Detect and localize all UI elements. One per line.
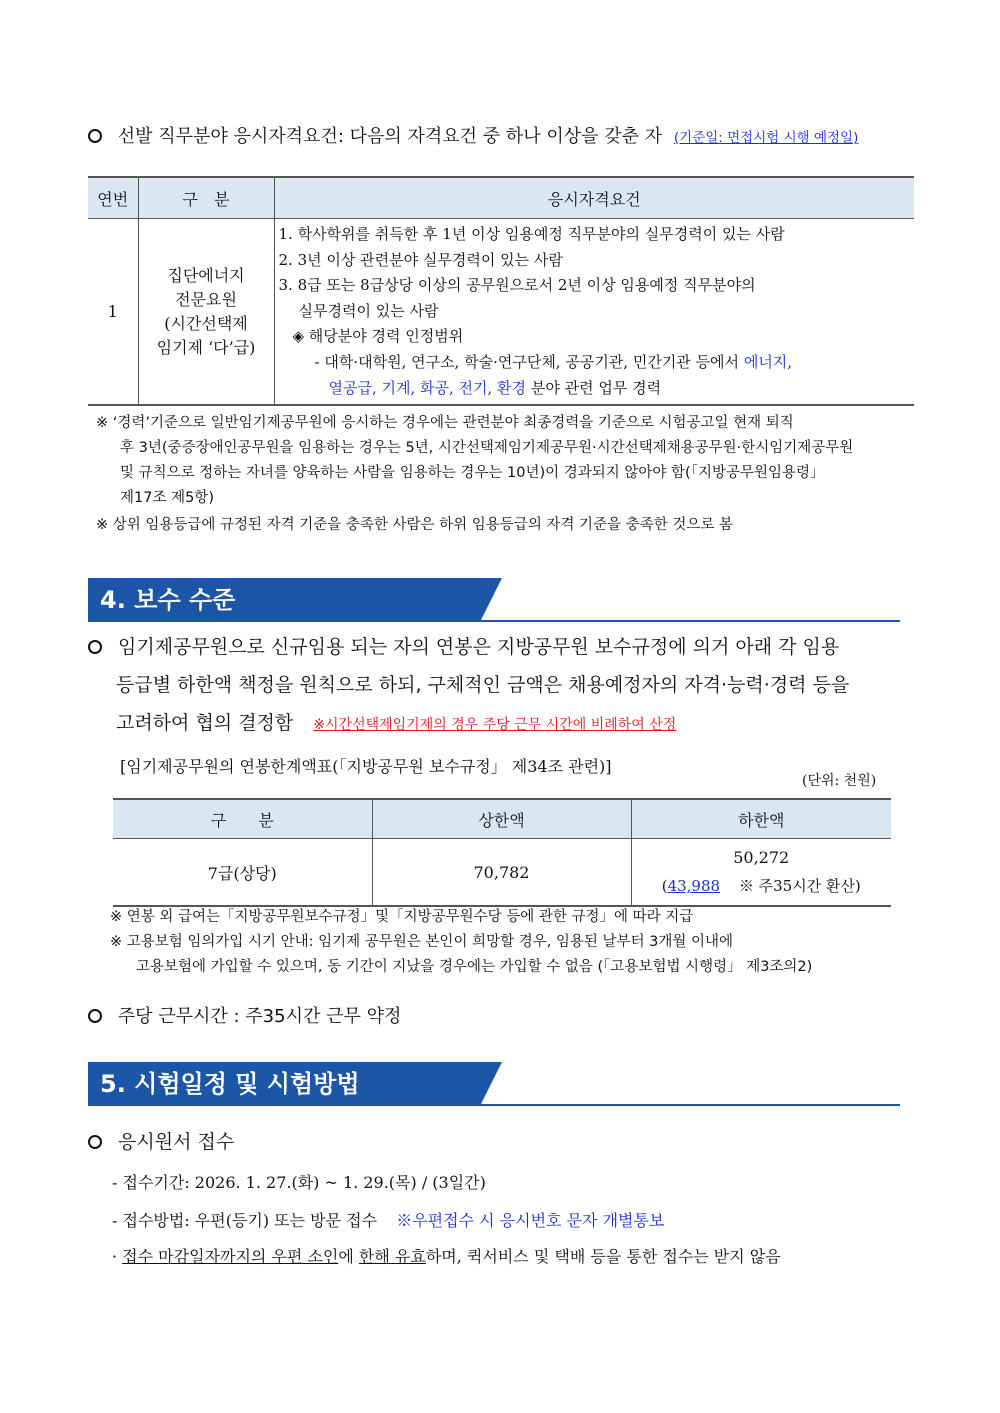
deadline-text: 에 [338,1247,359,1266]
category-line: 전문요원 [175,289,237,309]
application-method: - 접수방법: 우편(등기) 또는 방문 접수 [112,1211,378,1230]
experience-range-text: 분야 관련 업무 경력 [530,378,662,397]
cell-upper: 70,782 [372,839,631,907]
header-lower: 하한액 [631,799,891,839]
lower-converted-amount: 43,988 [667,877,721,895]
experience-field-highlight: 에너지, [743,352,793,371]
application-bullet [88,1128,234,1156]
header-upper: 상한액 [372,799,631,839]
note-line: 후 3년(중증장애인공무원을 임용하는 경우는 5년, 시간선택제임기제공무원·시간선택제채용공무원·한시임기제공무원 [120,440,854,456]
experience-range-line [279,376,915,402]
deadline-underlined: 접수 마감일자까지의 우편 소인 [122,1247,339,1266]
requirement-item: 3. 8급 또는 8급상당 이상의 공무원으로서 2년 이상 임용예정 직무분야의 [278,276,756,295]
working-hours-bullet [88,1004,401,1030]
table-row [113,839,891,907]
circle-bullet-icon [88,1009,102,1023]
application-period: - 접수기간: 2026. 1. 27.(화) ~ 1. 29.(목) / (3일간) [112,1173,486,1192]
header-number: 연번 [88,177,138,219]
salary-table-header [113,799,891,839]
qualification-table-header [88,177,914,219]
qualification-text: 선발 직무분야 응시자격요건: 다음의 자격요건 중 하나 이상을 갖춘 자 [117,126,663,147]
deadline-prefix: · [112,1247,123,1266]
application-text: 응시원서 접수 [118,1131,235,1153]
salary-text: 임기제공무원으로 신규임용 되는 자의 연봉은 지방공무원 보수규정에 의거 아래 각 임용 [118,636,840,658]
salary-table-caption: [임기제공무원의 연봉한계액표(「지방공무원 보수규정」 제34조 관련)] [120,757,612,776]
note-line: ※ 고용보험 임의가입 시기 안내: 임기제 공무원은 본인이 희망할 경우, 임용된 날부터 3개월 이내에 [110,934,734,950]
qualification-notes [96,411,916,538]
circle-bullet-icon [88,640,102,654]
qualification-table [88,176,914,406]
salary-paragraph [88,628,849,744]
section-header-rule [88,620,900,622]
salary-table-unit: (단위: 천원) [802,773,877,789]
note-line: ※ ‘경력’기준으로 일반임기제공무원에 응시하는 경우에는 관련분야 최종경력을 기준으로 시험공고일 현재 퇴직 [96,415,794,431]
salary-notes [110,905,812,980]
experience-range-line [279,350,915,376]
requirement-item: 실무경력이 있는 사람 [298,301,439,320]
note-line: ※ 연봉 외 급여는「지방공무원보수규정」및「지방공무원수당 등에 관한 규정」에 따라 지급 [110,909,694,925]
application-deadline-line [112,1242,781,1272]
part-time-note: ※시간선택제임기제의 경우 주당 근무 시간에 비례하여 산정 [313,717,677,733]
row-requirements [274,219,914,406]
experience-field-highlight: 열공급, 기계, 화공, 전기, 환경 [328,378,527,397]
section-4-title: 4. 보수 수준 [88,578,480,622]
application-method-note: ※우편접수 시 응시번호 문자 개별통보 [396,1211,665,1230]
salary-text: 고려하여 협의 결정함 [116,712,294,734]
salary-table [113,798,891,907]
cell-grade: 7급(상당) [113,839,372,907]
application-method-line [112,1206,781,1236]
experience-range-heading: ◈ 해당분야 경력 인정범위 [292,327,464,346]
lower-converted-note: ※ 주35시간 환산) [738,877,861,895]
table-row [88,219,914,406]
salary-line: 등급별 하한액 책정을 원칙으로 하되, 구체적인 금액은 채용예정자의 자격·능력·경력 등을 [116,674,850,696]
section-header-rule [88,1104,900,1106]
requirement-item: 1. 학사학위를 취득한 후 1년 이상 임용예정 직무분야의 실무경력이 있는 사람 [278,225,785,243]
category-line: (시간선택제 [164,313,248,333]
lower-amount: 50,272 [733,848,790,867]
qualification-date-note: (기준일: 면접시험 시행 예정일) [673,130,859,146]
header-requirements: 응시자격요건 [274,177,914,219]
requirement-item: 2. 3년 이상 관련분야 실무경력이 있는 사람 [278,250,563,269]
cell-lower [631,839,891,907]
deadline-underlined: 한해 유효 [358,1247,426,1266]
application-details [112,1168,781,1272]
circle-bullet-icon [88,1135,102,1149]
salary-line [88,628,849,666]
section-header-tab-shape [480,1062,502,1106]
lower-converted-line [633,872,891,900]
qualification-bullet [88,124,858,151]
section-5-title: 5. 시험일정 및 시험방법 [88,1062,480,1106]
category-line: 임기제 ‘다’급) [156,337,256,357]
deadline-text: 하며, 퀵서비스 및 택배 등을 통한 접수는 받지 않음 [425,1247,781,1266]
category-line: 집단에너지 [167,265,245,285]
experience-range-text: - 대학·대학원, 연구소, 학술·연구단체, 공공기관, 민간기관 등에서 [314,352,740,371]
note-line: 제17조 제5항) [120,490,214,506]
lower-converted-open: ( [661,877,668,895]
row-category [138,219,274,406]
circle-bullet-icon [88,129,102,143]
note-line: ※ 상위 임용등급에 규정된 자격 기준을 충족한 사람은 하위 임용등급의 자격 기준을 충족한 것으로 봄 [96,517,733,533]
salary-line [88,704,849,744]
section-header-tab-shape [480,578,502,622]
row-number: 1 [88,219,138,406]
note-line: 및 규칙으로 정하는 자녀를 양육하는 사람을 임용하는 경우는 10년)이 경과되지 않아야 함(「지방공무원임용령」 [120,465,825,481]
header-category: 구 분 [138,177,274,219]
working-hours-text: 주당 근무시간 : 주35시간 근무 약정 [117,1006,402,1027]
section-4-header [88,578,900,622]
header-grade: 구 분 [113,799,372,839]
section-5-header [88,1062,900,1106]
note-line: 고용보험에 가입할 수 있으며, 동 기간이 지났을 경우에는 가입할 수 없음 (「고용보험법 시행령」 제3조의2) [136,959,813,975]
